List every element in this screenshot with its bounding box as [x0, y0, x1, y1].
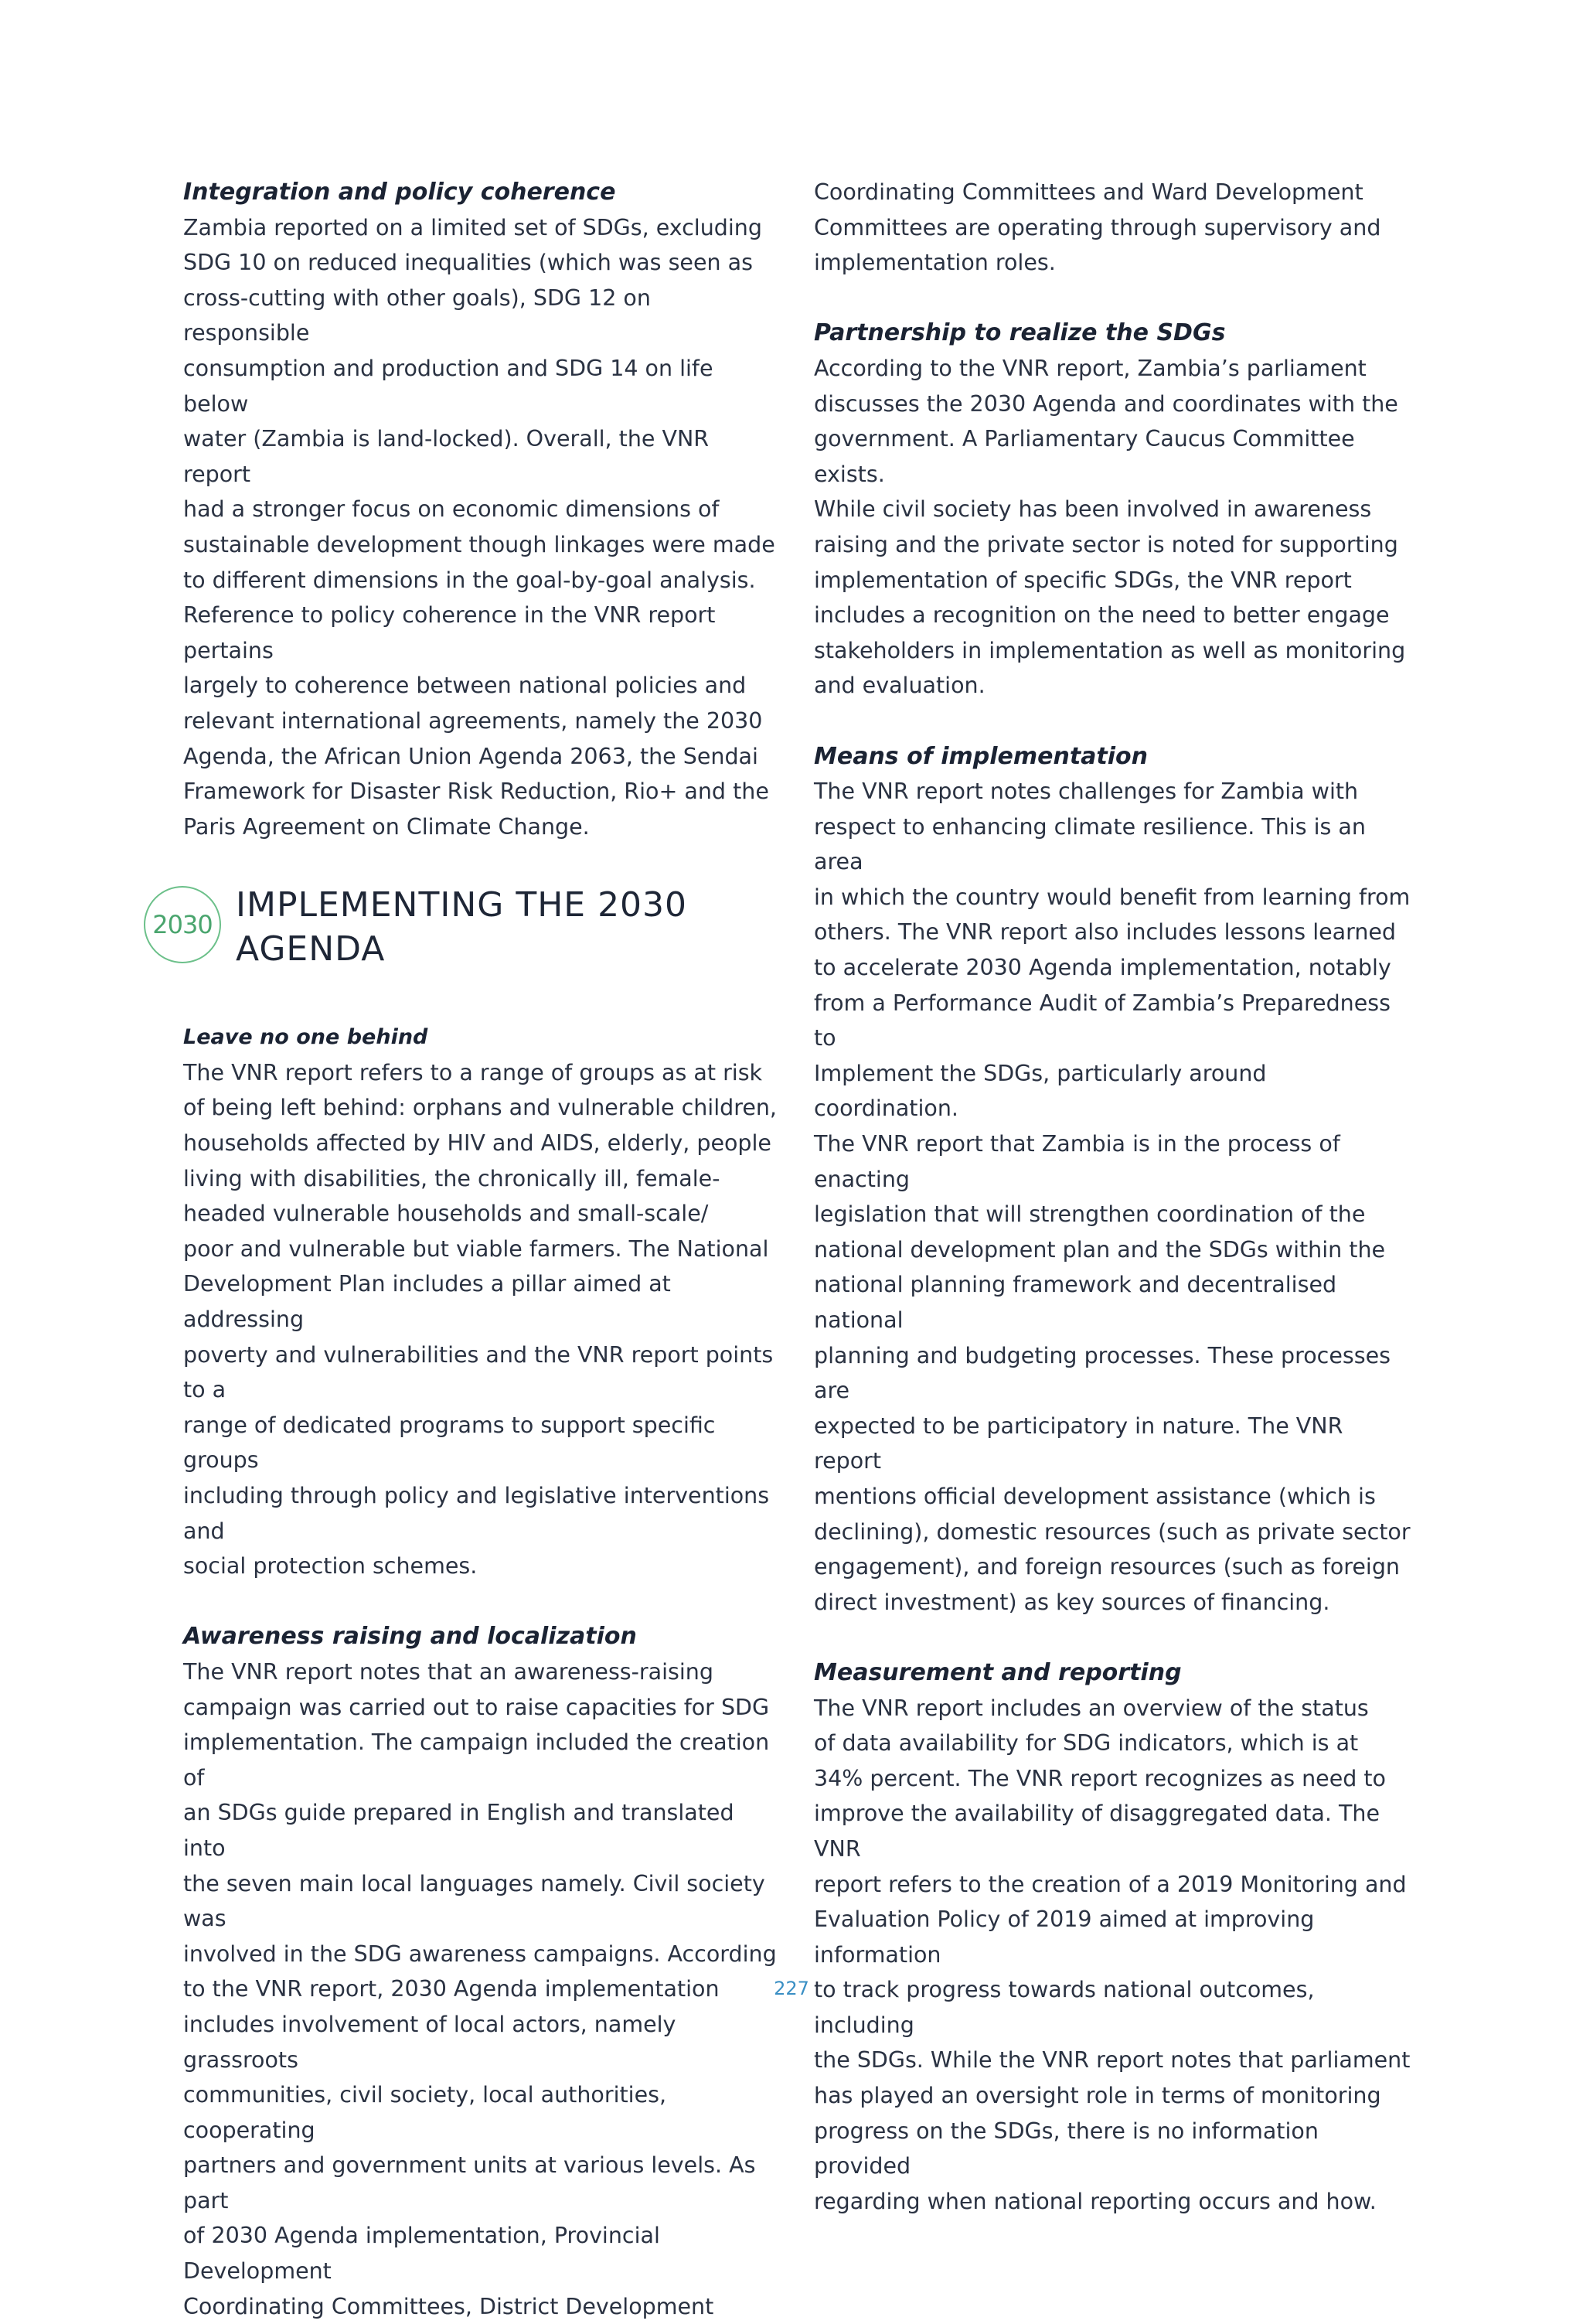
partnership-body: According to the VNR report, Zambia’s parliament discusses the 2030 Agenda and coordinates with the government. A Parliamentary Caucus Committee exists. While civil society has been involved in awareness raising and the private sector is noted for supporting implementation of specific SDGs, the VNR report includes a recognition on the need to better engage stakeholders in implementation as well as monitoring and evaluation.: [814, 355, 1406, 699]
page-number: 227: [774, 1978, 809, 1999]
continuation-text: Coordinating Committees and Ward Development Committees are operating through supervisory and implementation roles.: [814, 179, 1381, 276]
leave-no-one-heading: Leave no one behind: [183, 1025, 428, 1050]
integration-heading: Integration and policy coherence: [183, 179, 616, 206]
chapter-badge-2030: 2030: [144, 886, 221, 963]
chapter-header: [152, 884, 778, 1020]
partnership-heading: Partnership to realize the SDGs: [814, 319, 1226, 347]
awareness-body: The VNR report notes that an awareness-raising campaign was carried out to raise capacities for SDG implementation. The campaign included the creation of an SDGs guide prepared in English and translated into the seven main local languages namely. Civil society was involved in the SDG awareness campaigns. According to the VNR report, 2030 Agenda implementation includes involvement of local actors, namely grassroots communities, civil society, local authorities, cooperating partners and government units at various levels. As part of 2030 Agenda implementation, Provincial Development Coordinating Committees, District Development: [183, 1658, 777, 2319]
chapter-title: IMPLEMENTING THE 2030 AGENDA: [236, 885, 688, 969]
left-column: [152, 175, 778, 2324]
measurement-body: The VNR report includes an overview of the status of data availability for SDG indicators, which is at 34% percent. The VNR report recognizes as need to improve the availability of disaggregated data. The VNR report refers to the creation of a 2019 Monitoring and Evaluation Policy of 2019 aimed at improving information to track progress towards national outcomes, including the SDGs. While the VNR report notes that parliament has played an oversight role in terms of monitoring progress on the SDGs, there is no information provided regarding when national reporting occurs and how.: [814, 1695, 1411, 2214]
measurement-heading: Measurement and reporting: [814, 1658, 1182, 1686]
right-column: [814, 175, 1413, 2219]
means-heading: Means of implementation: [814, 742, 1148, 770]
leave-no-one-body: The VNR report refers to a range of groups as at risk of being left behind: orphans and vulnerable children, households affected by HIV and AIDS, elderly, people living with disabilities, the chronically ill, female- headed vulnerable households and small-scale/ poor and vulnerable but viable farmers. The National Development Plan includes a pillar aimed at addressing poverty and vulnerabilities and the VNR report points to a range of dedicated programs to support specific groups including through policy and legislative interventions and social protection schemes.: [183, 1059, 777, 1579]
integration-body: Zambia reported on a limited set of SDGs, excluding SDG 10 on reduced inequalities (which was seen as cross-cutting with other goals), SDG 12 on responsible consumption and production and SDG 14 on life below water (Zambia is land-locked). Overall, the VNR report had a stronger focus on economic dimensions of sustainable development though linkages were made to different dimensions in the goal-by-goal analysis. Reference to policy coherence in the VNR report pertains largely to coherence between national policies and relevant international agreements, namely the 2030 Agenda, the African Union Agenda 2063, the Sendai Framework for Disaster Risk Reduction, Rio+ and the Paris Agreement on Climate Change.: [183, 214, 775, 840]
means-body: The VNR report notes challenges for Zambia with respect to enhancing climate resilience. This is an area in which the country would benefit from learning from others. The VNR report also includes lessons learned to accelerate 2030 Agenda implementation, notably from a Performance Audit of Zambia’s Preparedness to Implement the SDGs, particularly around coordination. The VNR report that Zambia is in the process of enacting legislation that will strengthen coordination of the national development plan and the SDGs within the national planning framework and decentralised national planning and budgeting processes. These processes are expected to be participatory in nature. The VNR report mentions official development assistance (which is declining), domestic resources (such as private sector engagement), and foreign resources (such as foreign direct investment) as key sources of financing.: [814, 779, 1411, 1615]
awareness-heading: Awareness raising and localization: [183, 1623, 637, 1651]
